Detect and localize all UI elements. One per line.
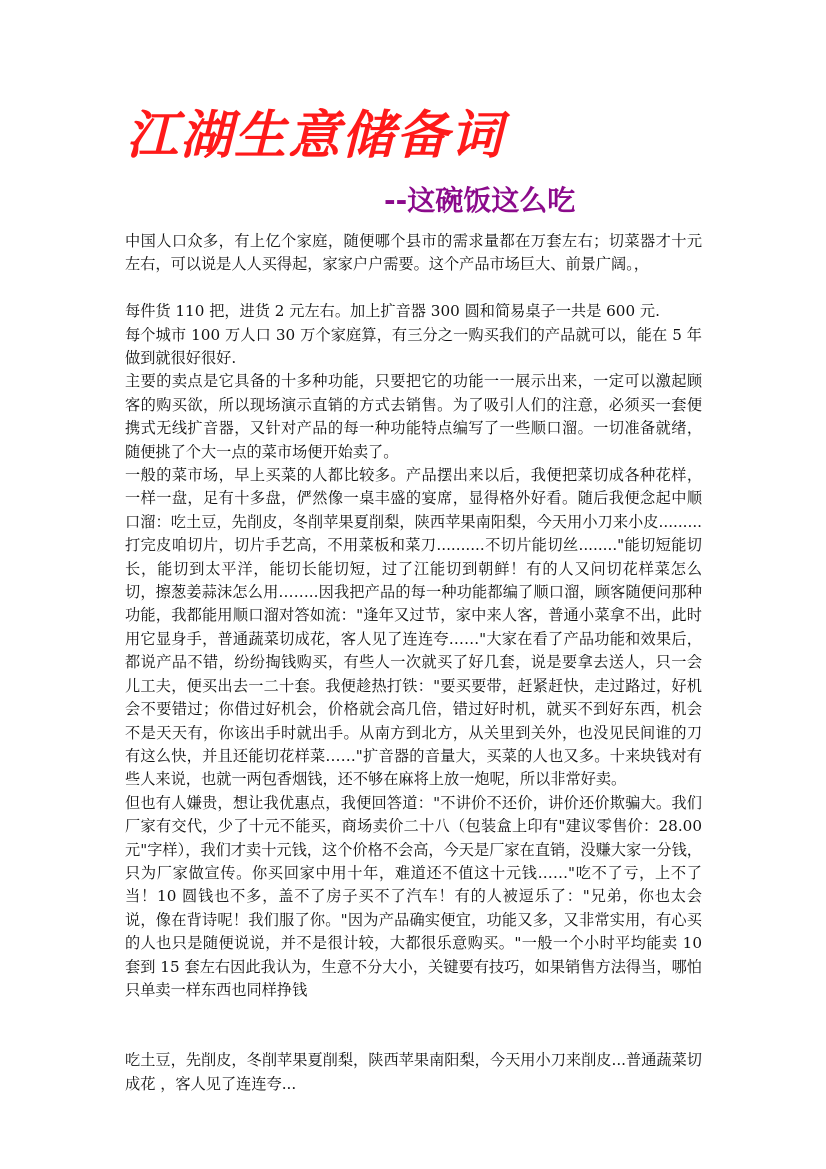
paragraph-market: 每个城市 100 万人口 30 万个家庭算，有三分之一购买我们的产品就可以，能在 5 年做到就很好很好. [125,325,702,368]
document-body [125,230,702,1096]
paragraph-selling-point: 主要的卖点是它具备的十多种功能，只要把它的功能一一展示出来，一定可以激起顾客的购买欲，所以现场演示直销的方式去销售。为了吸引人们的注意，必须买一套便携式无线扩音器，又针对产品的每一种功能特点编写了一些顺口溜。一切准备就绪，随便挑了个大一点的菜市场便开始卖了。 [125,372,702,461]
paragraph-jingle: 吃土豆，先削皮，冬削苹果夏削梨，陕西苹果南阳梨，今天用小刀来削皮...普通蔬菜切成花 ，客人见了连连夸... [125,1051,702,1093]
blank-lines [125,1002,702,1049]
paragraph-bargain: 但也有人嫌贵，想让我优惠点，我便回答道："不讲价不还价，讲价还价欺骗大。我们厂家有交代，少了十元不能买，商场卖价二十八（包装盒上印有"建议零售价：28.00 元"字样），我们才卖十元钱，这个价格不会高，今天是厂家在直销，没赚大家一分钱，只为厂家做宣传。你买回家中用十年，难道还不值这十元钱……"吃不了亏，上不了当！10 圆钱也不多，盖不了房子买不了汽车！有的人被逗乐了："兄弟，你也太会说，像在背诗呢！我们服了你。"因为产品确实便宜，功能又多，又非常实用，有心买的人也只是随便说说，并不是很计较，大都很乐意购买。"一般一个小时平均能卖 10 套到 15 套左右因此我认为，生意不分大小，关键要有技巧，如果销售方法得当，哪怕只单卖一样东西也同样挣钱 [125,793,702,999]
paragraph-intro: 中国人口众多，有上亿个家庭，随便哪个县市的需求量都在万套左右；切菜器才十元左右，可以说是人人买得起，家家户户需要。这个产品市场巨大、前景广阔。， [125,232,702,274]
blank-line [125,277,702,300]
document-subtitle: --这碗饭这么吃 [384,184,576,217]
paragraph-cost: 每件货 110 把，进货 2 元左右。加上扩音器 300 圆和简易桌子一共是 600 元. [125,302,660,321]
paragraph-market-story: 一般的菜市场，早上买菜的人都比较多。产品摆出来以后，我便把菜切成各种花样，一样一盘，足有十多盘，俨然像一桌丰盛的宴席，显得格外好看。随后我便念起中顺口溜：吃土豆，先削皮，冬削苹果夏削梨，陕西苹果南阳梨，今天用小刀来小皮.........打完皮咱切片，切片手艺高，不用菜板和菜刀..........不切片能切丝........"能切短能切长，能切到太平洋，能切长能切短，过了江能切到朝鲜！有的人又问切花样菜怎么切，擦葱姜蒜沫怎么用……..因我把产品的每一种功能都编了顺口溜，顾客随便问那种功能，我都能用顺口溜对答如流："逢年又过节，家中来人客，普通小菜拿不出，此时用它显身手，普通蔬菜切成花，客人见了连连夸……"大家在看了产品功能和效果后，都说产品不错，纷纷掏钱购买，有些人一次就买了好几套，说是要拿去送人，只一会儿工夫，便买出去一二十套。我便趁热打铁："要买要带，赶紧赶快，走过路过，好机会不要错过；你借过好机会，价格就会高几倍，错过好时机，就买不到好东西，机会不是天天有，你该出手时就出手。从南方到北方，从关里到关外，也没见民间谁的刀有这么快，并且还能切花样菜……"扩音器的音量大，买菜的人也又多。十来块钱对有些人来说，也就一两包香烟钱，还不够在麻将上放一炮呢，所以非常好卖。 [125,466,702,789]
document-title: 江湖生意储备词 [126,105,505,166]
